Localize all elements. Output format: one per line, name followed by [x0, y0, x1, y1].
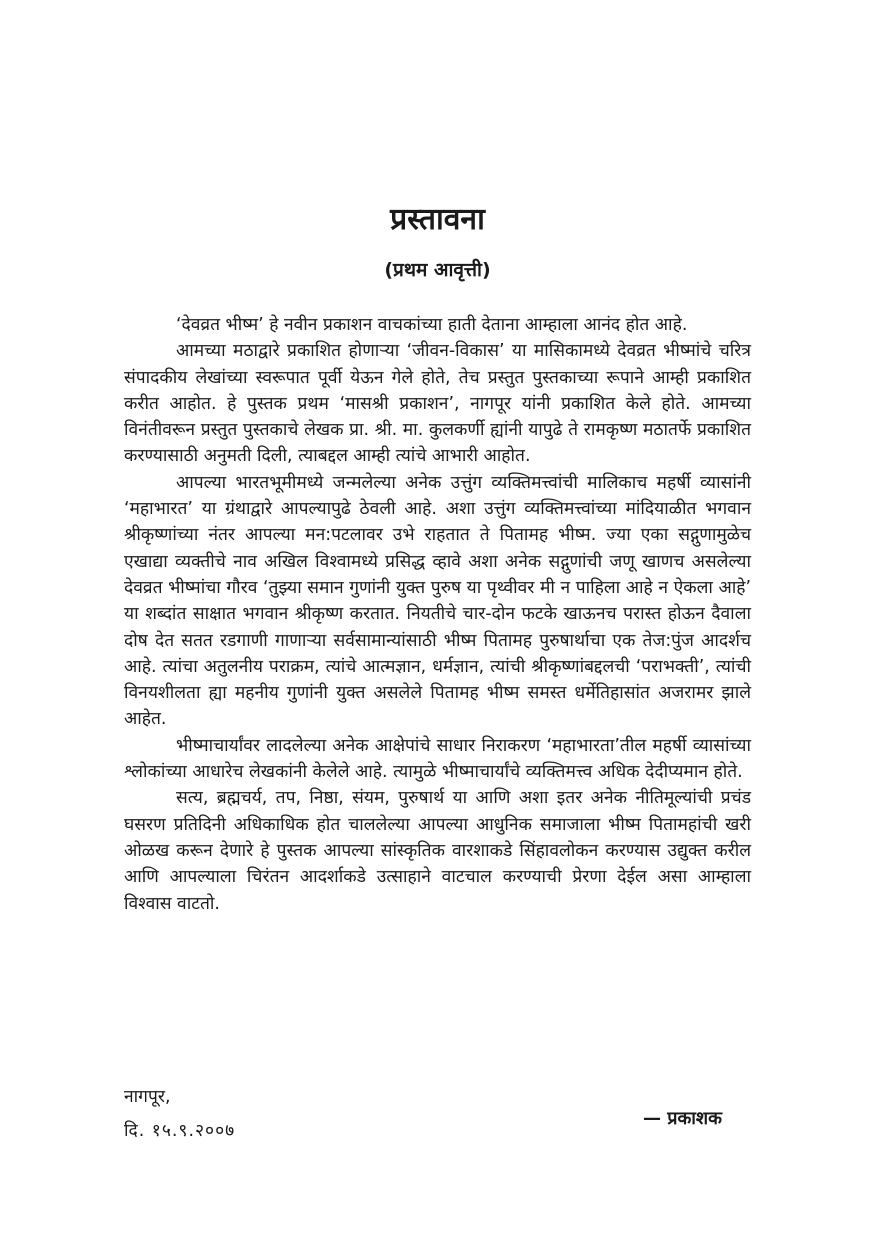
- paragraph: ‘देवव्रत भीष्म’ हे नवीन प्रकाशन वाचकांच्या हाती देताना आम्हाला आनंद होत आहे.: [176, 315, 688, 335]
- paragraph: भीष्माचार्यांवर लादलेल्या अनेक आक्षेपांचे साधार निराकरण ‘महाभारता’तील महर्षी व्यासांच्या श्लोकांच्या आधारेच लेखकांनी केलेले आहे. त्यामुळे भीष्माचार्यांचे व्यक्तिमत्त्व अधिक देदीप्यमान होते.: [124, 735, 751, 783]
- page-subtitle: (प्रथम आवृत्ती): [384, 259, 491, 281]
- preface-body: [124, 312, 751, 917]
- footer-date: दि. १५.९.२००७: [124, 1121, 236, 1141]
- page-title: प्रस्तावना: [390, 202, 485, 237]
- paragraph: सत्य, ब्रह्मचर्य, तप, निष्ठा, संयम, पुरुषार्थ या आणि अशा इतर अनेक नीतिमूल्यांची प्रचंड घसरण प्रतिदिनी अधिकाधिक होत चाललेल्या आपल्या आधुनिक समाजाला भीष्म पितामहांची खरी ओळख करून देणारे हे पुस्तक आपल्या सांस्कृतिक वारशाकडे सिंहावलोकन करण्यास उद्युक्त करील आणि आपल्याला चिरंतन आदर्शाकडे उत्साहाने वाटचाल करण्याची प्रेरणा देईल असा आम्हाला विश्वास वाटतो.: [124, 788, 751, 914]
- footer-publisher: — प्रकाशक: [642, 1108, 722, 1129]
- paragraph: आमच्या मठाद्वारे प्रकाशित होणाऱ्या ‘जीवन-विकास’ या मासिकामध्ये देवव्रत भीष्मांचे चरित्र संपादकीय लेखांच्या स्वरूपात पूर्वी येऊन गेले होते, तेच प्रस्तुत पुस्तकाच्या रूपाने आम्ही प्रकाशित करीत आहोत. हे पुस्तक प्रथम ‘मासश्री प्रकाशन’, नागपूर यांनी प्रकाशित केले होते. आमच्या विनंतीवरून प्रस्तुत पुस्तकाचे लेखक प्रा. श्री. मा. कुलकर्णी ह्यांनी यापुढे ते रामकृष्ण मठातर्फे प्रकाशित करण्यासाठी अनुमती दिली, त्याबद्दल आम्ही त्यांचे आभारी आहोत.: [124, 341, 751, 467]
- footer-place: नागपूर,: [124, 1087, 171, 1107]
- paragraph: आपल्या भारतभूमीमध्ये जन्मलेल्या अनेक उत्तुंग व्यक्तिमत्त्वांची मालिकाच महर्षी व्यासांनी ‘महाभारत’ या ग्रंथाद्वारे आपल्यापुढे ठेवली आहे. अशा उत्तुंग व्यक्तिमत्त्वांच्या मांदियाळीत भगवान श्रीकृष्णांच्या नंतर आपल्या मन:पटलावर उभे राहतात ते पितामह भीष्म. ज्या एका सद्गुणामुळेच एखाद्या व्यक्तीचे नाव अखिल विश्वामध्ये प्रसिद्ध व्हावे अशा अनेक सद्गुणांची जणू खाणच असलेल्या देवव्रत भीष्मांचा गौरव ‘तुझ्या समान गुणांनी युक्त पुरुष या पृथ्वीवर मी न पाहिला आहे न ऐकला आहे’ या शब्दांत साक्षात भगवान श्रीकृष्ण करतात. नियतीचे चार-दोन फटके खाऊनच परास्त होऊन दैवाला दोष देत सतत रडगाणी गाणाऱ्या सर्वसामान्यांसाठी भीष्म पितामह पुरुषार्थाचा एक तेज:पुंज आदर्शच आहे. त्यांचा अतुलनीय पराक्रम, त्यांचे आत्मज्ञान, धर्मज्ञान, त्यांची श्रीकृष्णांबद्दलची ‘पराभक्ती’, त्यांची विनयशीलता ह्या महनीय गुणांनी युक्त असलेले पितामह भीष्म समस्त धर्मेतिहासांत अजरामर झाले आहेत.: [124, 472, 751, 730]
